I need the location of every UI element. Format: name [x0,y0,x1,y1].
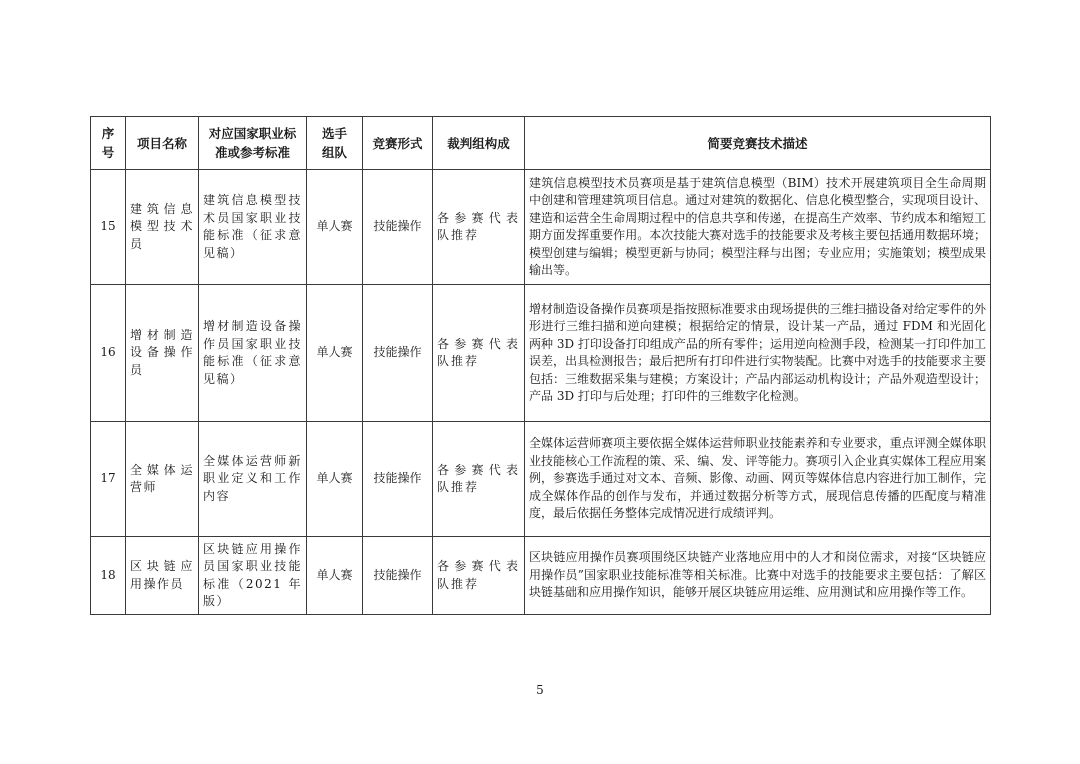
row-format: 技能操作 [363,422,433,537]
table-row [91,285,991,422]
row-judges: 各参赛代表队推荐 [433,537,525,615]
row-standard: 建筑信息模型技术员国家职业技能标准（征求意见稿） [199,170,307,285]
header-index: 序号 [91,117,126,170]
row-format: 技能操作 [363,170,433,285]
header-item-name: 项目名称 [126,117,199,170]
row-description: 增材制造设备操作员赛项是指按照标准要求由现场提供的三维扫描设备对给定零件的外形进行三维扫描和逆向建模；根据给定的情景，设计某一产品，通过 FDM 和光固化两种 3D 打印设备打印组成产品的所有零件；运用逆向检测手段，检测某一打印件加工误差，出具检测报告；最后把所有打印件进行实物装配。比赛中对选手的技能要求主要包括：三维数据采集与建模；方案设计；产品内部运动机构设计；产品外观造型设计；产品 3D 打印与后处理；打印件的三维数字化检测。 [525,285,991,422]
row-judges: 各参赛代表队推荐 [433,422,525,537]
table-row [91,170,991,285]
header-judges: 裁判组构成 [433,117,525,170]
row-item-name: 全媒体运营师 [126,422,199,537]
table-row [91,537,991,615]
header-standard: 对应国家职业标准或参考标准 [199,117,307,170]
row-item-name: 区块链应用操作员 [126,537,199,615]
row-standard: 全媒体运营师新职业定义和工作内容 [199,422,307,537]
row-description: 全媒体运营师赛项主要依据全媒体运营师职业技能素养和专业要求，重点评测全媒体职业技能核心工作流程的策、采、编、发、评等能力。赛项引入企业真实媒体工程应用案例，参赛选手通过对文本、音频、影像、动画、网页等媒体信息内容进行加工制作，完成全媒体作品的创作与发布，并通过数据分析等方式，展现信息传播的匹配度与精准度，最后依据任务整体完成情况进行成绩评判。 [525,422,991,537]
row-index: 16 [91,285,126,422]
row-judges: 各参赛代表队推荐 [433,285,525,422]
row-description: 区块链应用操作员赛项围绕区块链产业落地应用中的人才和岗位需求，对接“区块链应用操作员”国家职业技能标准等相关标准。比赛中对选手的技能要求主要包括：了解区块链基础和应用操作知识，能够开展区块链应用运维、应用测试和应用操作等工作。 [525,537,991,615]
page-number: 5 [536,683,544,697]
row-team: 单人赛 [307,285,363,422]
row-standard: 区块链应用操作员国家职业技能标准（2021 年版） [199,537,307,615]
row-index: 15 [91,170,126,285]
row-standard: 增材制造设备操作员国家职业技能标准（征求意见稿） [199,285,307,422]
header-team: 选手组队 [307,117,363,170]
header-format: 竞赛形式 [363,117,433,170]
row-index: 18 [91,537,126,615]
row-description: 建筑信息模型技术员赛项是基于建筑信息模型（BIM）技术开展建筑项目全生命周期中创建和管理建筑项目信息。通过对建筑的数据化、信息化模型整合，实现项目设计、建造和运营全生命周期过程中的信息共享和传递，在提高生产效率、节约成本和缩短工期方面发挥重要作用。本次技能大赛对选手的技能要求及考核主要包括通用数据环境；模型创建与编辑；模型更新与协同；模型注释与出图；专业应用；实施策划；模型成果输出等。 [525,170,991,285]
row-team: 单人赛 [307,537,363,615]
row-team: 单人赛 [307,170,363,285]
row-team: 单人赛 [307,422,363,537]
row-item-name: 增材制造设备操作员 [126,285,199,422]
row-judges: 各参赛代表队推荐 [433,170,525,285]
table-header-row [91,117,991,170]
row-item-name: 建筑信息模型技术员 [126,170,199,285]
row-format: 技能操作 [363,537,433,615]
table-row [91,422,991,537]
header-description: 简要竞赛技术描述 [525,117,991,170]
row-format: 技能操作 [363,285,433,422]
row-index: 17 [91,422,126,537]
competition-table [90,116,991,615]
